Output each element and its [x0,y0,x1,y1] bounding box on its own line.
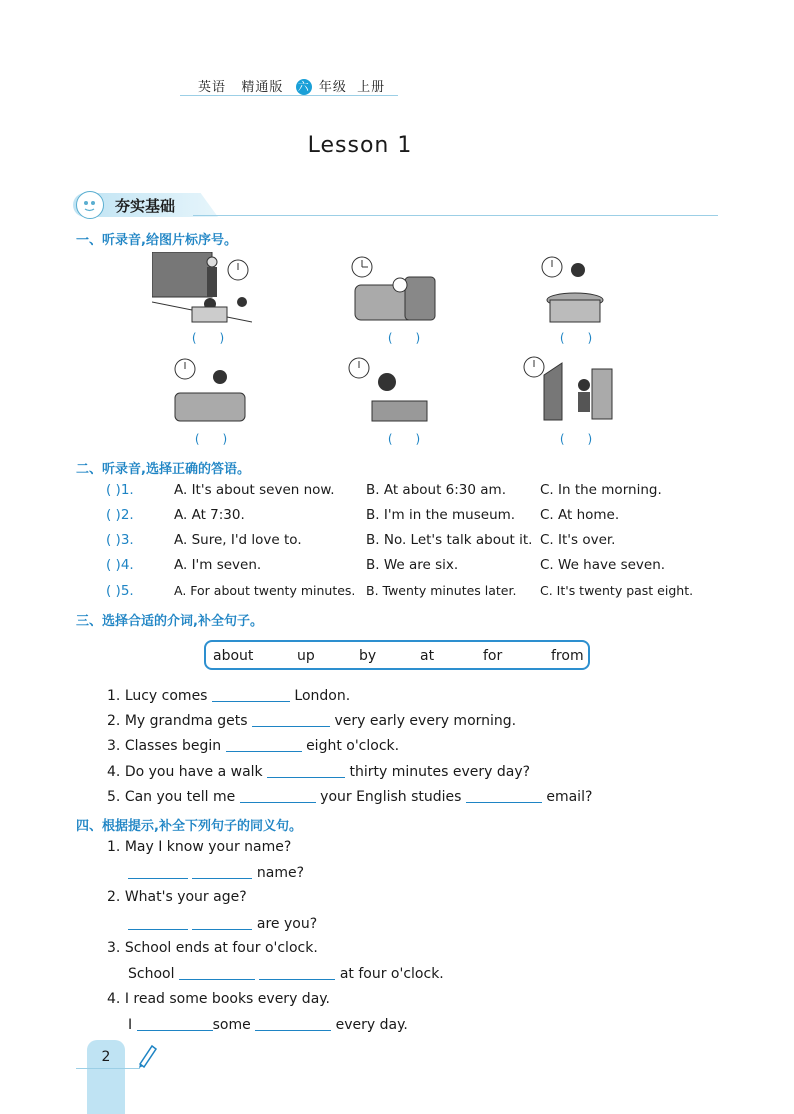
answer-blank[interactable] [137,1016,213,1031]
question-number[interactable]: ( )1. [106,482,134,498]
item-text: Can you tell me [124,789,236,805]
question-number[interactable]: ( )5. [106,583,134,599]
header-edition: 精通版 [241,80,284,95]
answer-line [128,1016,408,1033]
section3-title: 三、选择合适的介词,补全句子。 [76,614,263,629]
answer-paren-1[interactable]: ( ) [191,331,225,345]
header-subject: 英语 [198,80,227,95]
fill-blank-item [107,763,530,780]
section1-title: 一、听录音,给图片标序号。 [76,233,237,248]
item-number: 1. [107,688,121,704]
header-rule [180,95,398,96]
answer-text: at four o'clock. [339,966,444,982]
answer-paren-2[interactable]: ( ) [387,331,421,345]
option-b: B. I'm in the museum. [366,507,516,523]
item-number: 4. [107,991,121,1007]
header-grade: 年级 [318,80,347,95]
word-bank-item: from [551,648,584,664]
answer-line [128,915,317,932]
homework-picture [347,356,432,428]
answer-blank[interactable] [192,864,252,879]
item-text: eight o'clock. [306,738,400,754]
prompt-text: May I know your name? [124,839,292,855]
item-text: very early every morning. [334,713,517,729]
word-bank-item: by [359,648,377,664]
going-home-picture [522,355,617,427]
item-number: 1. [107,839,121,855]
answer-blank[interactable] [226,737,302,752]
word-bank-item: at [420,648,435,664]
option-c: C. At home. [540,507,620,523]
answer-text: some [212,1017,251,1033]
answer-blank[interactable] [128,915,188,930]
question-number[interactable]: ( )3. [106,532,134,548]
item-text: email? [546,789,593,805]
item-text: Classes begin [124,738,222,754]
item-number: 3. [107,940,121,956]
header-term: 上册 [357,80,386,95]
getting-up-picture [170,355,250,427]
option-c: C. In the morning. [540,482,662,498]
item-number: 2. [107,713,121,729]
banner-label: 夯实基础 [115,197,176,215]
question-number[interactable]: ( )4. [106,557,134,573]
question-number[interactable]: ( )2. [106,507,134,523]
answer-blank[interactable] [212,687,290,702]
answer-line [128,864,304,881]
answer-blank[interactable] [192,915,252,930]
prompt-text: What's your age? [124,889,247,905]
answer-blank[interactable] [128,864,188,879]
lesson-title: Lesson 1 [307,133,413,158]
prompt-sentence [107,889,247,905]
answer-paren-4[interactable]: ( ) [194,432,228,446]
option-a: A. At 7:30. [174,507,245,523]
item-text: London. [294,688,351,704]
item-text: Lucy comes [124,688,208,704]
item-number: 4. [107,764,121,780]
item-text: your English studies [320,789,462,805]
answer-blank[interactable] [240,788,316,803]
answer-blank[interactable] [179,965,255,980]
answer-text: name? [256,865,305,881]
answer-blank[interactable] [252,712,330,727]
answer-paren-6[interactable]: ( ) [559,432,593,446]
prompt-text: I read some books every day. [124,991,331,1007]
item-text: Do you have a walk [124,764,263,780]
breakfast-picture [540,255,620,327]
answer-blank[interactable] [466,788,542,803]
option-b: B. Twenty minutes later. [366,583,517,598]
item-number: 2. [107,889,121,905]
option-a: A. For about twenty minutes. [174,583,356,598]
page-number: 2 [101,1049,111,1065]
section-banner [73,193,718,219]
answer-text: School [128,966,175,982]
running-header [198,76,385,95]
word-bank [204,640,590,670]
item-number: 5. [107,789,121,805]
option-a: A. It's about seven now. [174,482,335,498]
word-bank-item: for [483,648,503,664]
answer-text: I [128,1017,133,1033]
banner-rule [193,215,718,216]
grade-badge: 六 [297,80,310,93]
prompt-text: School ends at four o'clock. [124,940,318,956]
answer-paren-3[interactable]: ( ) [559,331,593,345]
fill-blank-item [107,788,592,805]
option-c: C. It's over. [540,532,616,548]
option-b: B. We are six. [366,557,459,573]
answer-text: are you? [256,916,318,932]
answer-paren-5[interactable]: ( ) [387,432,421,446]
answer-blank[interactable] [259,965,335,980]
prompt-sentence [107,839,291,855]
answer-blank[interactable] [255,1016,331,1031]
prompt-sentence [107,991,330,1007]
word-bank-item: up [297,648,315,664]
answer-blank[interactable] [267,763,345,778]
option-a: A. Sure, I'd love to. [174,532,302,548]
option-b: B. At about 6:30 am. [366,482,506,498]
answer-line [128,965,444,982]
bed-picture [350,255,440,327]
word-bank-item: about [213,648,254,664]
item-text: My grandma gets [124,713,248,729]
option-a: A. I'm seven. [174,557,262,573]
fill-blank-item [107,737,399,754]
answer-text: every day. [335,1017,408,1033]
item-text: thirty minutes every day? [349,764,531,780]
option-c: C. We have seven. [540,557,666,573]
fill-blank-item [107,712,516,729]
footer-rule [76,1068,140,1069]
classroom-picture [152,252,252,327]
option-b: B. No. Let's talk about it. [366,532,533,548]
section4-title: 四、根据提示,补全下列句子的同义句。 [76,819,302,834]
section2-title: 二、听录音,选择正确的答语。 [76,462,250,477]
fill-blank-item [107,687,350,704]
mascot-icon [76,191,104,219]
prompt-sentence [107,940,318,956]
item-number: 3. [107,738,121,754]
pencil-icon [136,1042,158,1068]
option-c: C. It's twenty past eight. [540,583,694,598]
